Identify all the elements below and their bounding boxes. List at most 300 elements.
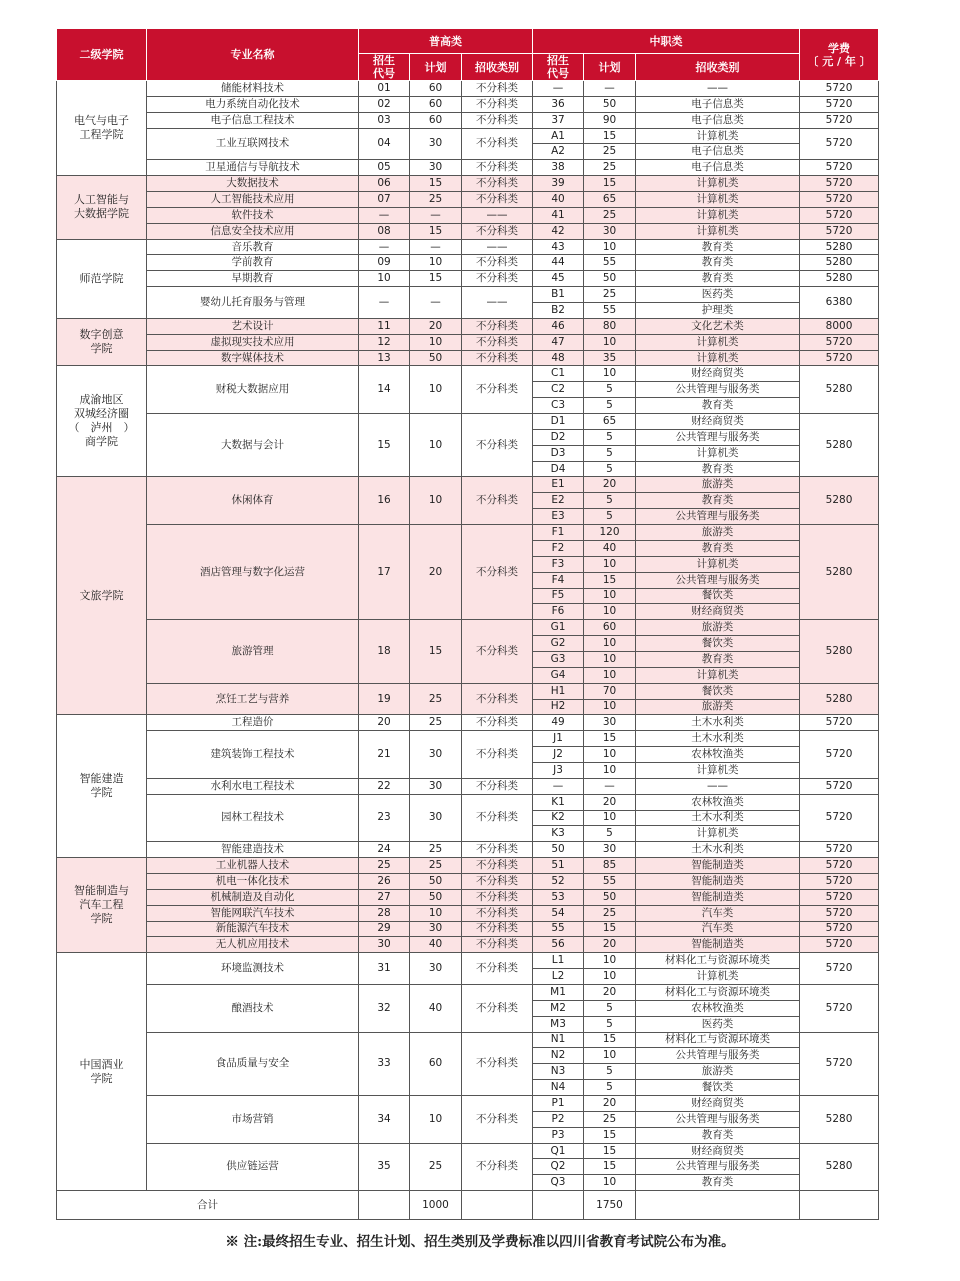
zhongzhi-category: 材料化工与资源环境类 [636, 984, 800, 1000]
zhongzhi-plan: 10 [584, 1175, 636, 1191]
zhongzhi-category: 计算机类 [636, 556, 800, 572]
major-name: 大数据技术 [147, 176, 359, 192]
major-name: 软件技术 [147, 207, 359, 223]
zhongzhi-plan: 10 [584, 953, 636, 969]
total-z-plan: 1750 [584, 1191, 636, 1220]
college-name-line: 师范学院 [79, 271, 124, 285]
zhongzhi-plan: 25 [584, 160, 636, 176]
zhongzhi-category: 计算机类 [636, 969, 800, 985]
header-z-code [533, 54, 584, 81]
gaozhong-code: 04 [359, 128, 410, 160]
table-row [57, 937, 879, 953]
gaozhong-code: 21 [359, 731, 410, 779]
table-row [57, 96, 879, 112]
table-row [57, 334, 879, 350]
tuition-fee: 5720 [800, 858, 879, 874]
zhongzhi-category: 医药类 [636, 1016, 800, 1032]
gaozhong-plan: 10 [410, 366, 462, 414]
zhongzhi-category: 计算机类 [636, 176, 800, 192]
tuition-fee: 5720 [800, 984, 879, 1032]
zhongzhi-code: N2 [533, 1048, 584, 1064]
zhongzhi-plan: 5 [584, 1000, 636, 1016]
gaozhong-code: 30 [359, 937, 410, 953]
zhongzhi-code: 49 [533, 715, 584, 731]
total-row [57, 1191, 879, 1220]
table-row [57, 112, 879, 128]
zhongzhi-code: P2 [533, 1111, 584, 1127]
zhongzhi-code: G4 [533, 667, 584, 683]
zhongzhi-category: 计算机类 [636, 667, 800, 683]
gaozhong-category: 不分科类 [462, 192, 533, 208]
gaozhong-code: 01 [359, 81, 410, 97]
table-row [57, 350, 879, 366]
college-name-line: 文旅学院 [79, 588, 124, 602]
zhongzhi-code: A2 [533, 144, 584, 160]
zhongzhi-code: 47 [533, 334, 584, 350]
gaozhong-code: 35 [359, 1143, 410, 1191]
zhongzhi-category: 餐饮类 [636, 588, 800, 604]
table-row [57, 239, 879, 255]
gaozhong-code: 29 [359, 921, 410, 937]
table-row [57, 366, 879, 382]
gaozhong-code: 10 [359, 271, 410, 287]
zhongzhi-plan: 120 [584, 525, 636, 541]
gaozhong-code: 14 [359, 366, 410, 414]
zhongzhi-code: M1 [533, 984, 584, 1000]
gaozhong-category: 不分科类 [462, 96, 533, 112]
table-row [57, 731, 879, 747]
gaozhong-category: 不分科类 [462, 176, 533, 192]
zhongzhi-code: C1 [533, 366, 584, 382]
zhongzhi-category: 计算机类 [636, 223, 800, 239]
gaozhong-category: 不分科类 [462, 905, 533, 921]
zhongzhi-plan: 55 [584, 303, 636, 319]
tuition-fee: 5280 [800, 525, 879, 620]
table-row [57, 1032, 879, 1048]
zhongzhi-code: 41 [533, 207, 584, 223]
gaozhong-plan: 30 [410, 128, 462, 160]
zhongzhi-code: 52 [533, 873, 584, 889]
gaozhong-plan: 25 [410, 842, 462, 858]
gaozhong-code: 07 [359, 192, 410, 208]
tuition-fee: 5720 [800, 176, 879, 192]
zhongzhi-code: F3 [533, 556, 584, 572]
gaozhong-plan: 30 [410, 921, 462, 937]
zhongzhi-category: 旅游类 [636, 620, 800, 636]
zhongzhi-category: 公共管理与服务类 [636, 1111, 800, 1127]
college-name-line: 学院 [90, 786, 113, 800]
zhongzhi-plan: 10 [584, 667, 636, 683]
zhongzhi-category: 财经商贸类 [636, 1143, 800, 1159]
zhongzhi-code: 50 [533, 842, 584, 858]
tuition-fee: 8000 [800, 318, 879, 334]
zhongzhi-plan: 10 [584, 651, 636, 667]
zhongzhi-category: 计算机类 [636, 350, 800, 366]
zhongzhi-code: 48 [533, 350, 584, 366]
zhongzhi-plan: 10 [584, 636, 636, 652]
gaozhong-plan: 50 [410, 350, 462, 366]
zhongzhi-plan: 10 [584, 810, 636, 826]
zhongzhi-plan: 5 [584, 1080, 636, 1096]
gaozhong-code: — [359, 287, 410, 319]
major-name: 财税大数据应用 [147, 366, 359, 414]
zhongzhi-plan: 10 [584, 762, 636, 778]
gaozhong-plan: 15 [410, 620, 462, 683]
zhongzhi-category: 公共管理与服务类 [636, 429, 800, 445]
zhongzhi-code: G3 [533, 651, 584, 667]
zhongzhi-code: 42 [533, 223, 584, 239]
zhongzhi-category: 财经商贸类 [636, 414, 800, 430]
table-row [57, 1143, 879, 1159]
table-row [57, 984, 879, 1000]
zhongzhi-code: L2 [533, 969, 584, 985]
tuition-fee: 5720 [800, 778, 879, 794]
zhongzhi-code: 51 [533, 858, 584, 874]
zhongzhi-category: 医药类 [636, 287, 800, 303]
zhongzhi-category: 农林牧渔类 [636, 794, 800, 810]
zhongzhi-code: 36 [533, 96, 584, 112]
major-name: 酒店管理与数字化运营 [147, 525, 359, 620]
zhongzhi-code: Q1 [533, 1143, 584, 1159]
zhongzhi-category: 餐饮类 [636, 1080, 800, 1096]
tuition-fee: 5720 [800, 921, 879, 937]
tuition-fee: 5720 [800, 873, 879, 889]
header-fee-line1: 学费 [828, 41, 851, 55]
gaozhong-plan: 30 [410, 794, 462, 842]
header-gaozhong: 普高类 [359, 29, 533, 54]
zhongzhi-plan: 10 [584, 334, 636, 350]
tuition-fee: 5720 [800, 953, 879, 985]
zhongzhi-plan: 10 [584, 366, 636, 382]
zhongzhi-plan: 20 [584, 937, 636, 953]
gaozhong-code: 08 [359, 223, 410, 239]
zhongzhi-category: 财经商贸类 [636, 1096, 800, 1112]
gaozhong-category: 不分科类 [462, 271, 533, 287]
zhongzhi-category: 智能制造类 [636, 873, 800, 889]
gaozhong-category: 不分科类 [462, 873, 533, 889]
zhongzhi-plan: 15 [584, 1159, 636, 1175]
total-empty-cell [462, 1191, 533, 1220]
gaozhong-plan: — [410, 239, 462, 255]
zhongzhi-code: F4 [533, 572, 584, 588]
zhongzhi-code: 43 [533, 239, 584, 255]
gaozhong-category: 不分科类 [462, 81, 533, 97]
zhongzhi-plan: 50 [584, 96, 636, 112]
major-name: 艺术设计 [147, 318, 359, 334]
zhongzhi-plan: 15 [584, 128, 636, 144]
header-fee-line2: 〔 元 / 年 〕 [807, 54, 871, 68]
zhongzhi-category: 公共管理与服务类 [636, 1159, 800, 1175]
gaozhong-plan: 50 [410, 889, 462, 905]
zhongzhi-plan: 20 [584, 984, 636, 1000]
gaozhong-plan: 25 [410, 192, 462, 208]
major-name: 学前教育 [147, 255, 359, 271]
gaozhong-category: 不分科类 [462, 1032, 533, 1095]
header-z-code-line2: 代号 [547, 67, 570, 80]
zhongzhi-plan: 5 [584, 509, 636, 525]
zhongzhi-code: E1 [533, 477, 584, 493]
major-name: 工业机器人技术 [147, 858, 359, 874]
gaozhong-category: 不分科类 [462, 223, 533, 239]
major-name: 建筑装饰工程技术 [147, 731, 359, 779]
college-name [57, 477, 147, 715]
gaozhong-category: 不分科类 [462, 477, 533, 525]
zhongzhi-plan: 10 [584, 1048, 636, 1064]
gaozhong-code: 13 [359, 350, 410, 366]
gaozhong-category: 不分科类 [462, 778, 533, 794]
table-row [57, 318, 879, 334]
tuition-fee: 5720 [800, 794, 879, 842]
tuition-fee: 5720 [800, 1032, 879, 1095]
zhongzhi-plan: 15 [584, 1127, 636, 1143]
zhongzhi-category: 计算机类 [636, 192, 800, 208]
zhongzhi-plan: 25 [584, 287, 636, 303]
zhongzhi-plan: 15 [584, 1143, 636, 1159]
tuition-fee: 5280 [800, 620, 879, 683]
tuition-fee: 5720 [800, 96, 879, 112]
tuition-fee: 5720 [800, 937, 879, 953]
major-name: 工业互联网技术 [147, 128, 359, 160]
gaozhong-code: 18 [359, 620, 410, 683]
zhongzhi-code: 46 [533, 318, 584, 334]
zhongzhi-code: N3 [533, 1064, 584, 1080]
zhongzhi-plan: 30 [584, 223, 636, 239]
zhongzhi-plan: 65 [584, 192, 636, 208]
zhongzhi-code: L1 [533, 953, 584, 969]
major-name: 信息安全技术应用 [147, 223, 359, 239]
zhongzhi-category: 教育类 [636, 239, 800, 255]
gaozhong-code: 25 [359, 858, 410, 874]
tuition-fee: 5280 [800, 683, 879, 715]
major-name: 大数据与会计 [147, 414, 359, 477]
zhongzhi-plan: 55 [584, 873, 636, 889]
header-z-code-line1: 招生 [547, 54, 570, 67]
major-name: 电力系统自动化技术 [147, 96, 359, 112]
zhongzhi-code: H2 [533, 699, 584, 715]
zhongzhi-code: 53 [533, 889, 584, 905]
tuition-fee: 6380 [800, 287, 879, 319]
zhongzhi-category: 计算机类 [636, 207, 800, 223]
table-row [57, 858, 879, 874]
gaozhong-category: 不分科类 [462, 715, 533, 731]
table-header [57, 29, 879, 81]
tuition-fee: 5280 [800, 239, 879, 255]
zhongzhi-code: F6 [533, 604, 584, 620]
college-name [57, 239, 147, 318]
gaozhong-code: — [359, 239, 410, 255]
gaozhong-plan: — [410, 207, 462, 223]
college-name [57, 953, 147, 1191]
zhongzhi-plan: — [584, 778, 636, 794]
zhongzhi-category: 教育类 [636, 493, 800, 509]
zhongzhi-category: 电子信息类 [636, 96, 800, 112]
zhongzhi-category: 土木水利类 [636, 842, 800, 858]
college-name-line: 大数据学院 [74, 207, 129, 221]
major-name: 烹饪工艺与营养 [147, 683, 359, 715]
zhongzhi-plan: 85 [584, 858, 636, 874]
gaozhong-category: 不分科类 [462, 953, 533, 985]
zhongzhi-code: 45 [533, 271, 584, 287]
major-name: 供应链运营 [147, 1143, 359, 1191]
zhongzhi-code: B2 [533, 303, 584, 319]
major-name: 环境监测技术 [147, 953, 359, 985]
table-row [57, 255, 879, 271]
gaozhong-plan: 25 [410, 1143, 462, 1191]
table-row [57, 223, 879, 239]
major-name: 数字媒体技术 [147, 350, 359, 366]
zhongzhi-code: F1 [533, 525, 584, 541]
gaozhong-plan: 40 [410, 984, 462, 1032]
major-name: 智能网联汽车技术 [147, 905, 359, 921]
zhongzhi-category: 农林牧渔类 [636, 747, 800, 763]
gaozhong-plan: 30 [410, 731, 462, 779]
zhongzhi-code: Q2 [533, 1159, 584, 1175]
table-row [57, 128, 879, 144]
major-name: 食品质量与安全 [147, 1032, 359, 1095]
zhongzhi-code: F5 [533, 588, 584, 604]
gaozhong-plan: 30 [410, 778, 462, 794]
major-name: 新能源汽车技术 [147, 921, 359, 937]
table-row [57, 778, 879, 794]
zhongzhi-plan: 15 [584, 572, 636, 588]
college-name [57, 366, 147, 477]
major-name: 人工智能技术应用 [147, 192, 359, 208]
gaozhong-code: 23 [359, 794, 410, 842]
gaozhong-plan: 10 [410, 414, 462, 477]
zhongzhi-code: J2 [533, 747, 584, 763]
total-empty-cell [636, 1191, 800, 1220]
major-name: 酿酒技术 [147, 984, 359, 1032]
major-name: 园林工程技术 [147, 794, 359, 842]
zhongzhi-code: Q3 [533, 1175, 584, 1191]
gaozhong-category: 不分科类 [462, 794, 533, 842]
gaozhong-code: 32 [359, 984, 410, 1032]
zhongzhi-code: C3 [533, 398, 584, 414]
tuition-fee: 5720 [800, 842, 879, 858]
zhongzhi-plan: 15 [584, 176, 636, 192]
gaozhong-plan: 20 [410, 318, 462, 334]
gaozhong-category: 不分科类 [462, 889, 533, 905]
major-name: 水利水电工程技术 [147, 778, 359, 794]
zhongzhi-plan: 5 [584, 429, 636, 445]
zhongzhi-category: 教育类 [636, 540, 800, 556]
zhongzhi-category: 智能制造类 [636, 889, 800, 905]
total-empty-cell [800, 1191, 879, 1220]
zhongzhi-plan: — [584, 81, 636, 97]
gaozhong-category: 不分科类 [462, 984, 533, 1032]
tuition-fee: 5280 [800, 271, 879, 287]
zhongzhi-plan: 70 [584, 683, 636, 699]
college-name-line: 商学院 [85, 435, 118, 449]
zhongzhi-code: G1 [533, 620, 584, 636]
header-g-code-line2: 代号 [373, 67, 395, 80]
college-name-line: 成渝地区 [79, 393, 124, 407]
table-row [57, 160, 879, 176]
gaozhong-plan: 10 [410, 477, 462, 525]
zhongzhi-code: P3 [533, 1127, 584, 1143]
zhongzhi-code: A1 [533, 128, 584, 144]
zhongzhi-plan: 5 [584, 493, 636, 509]
tuition-fee: 5720 [800, 905, 879, 921]
gaozhong-category: —— [462, 239, 533, 255]
tuition-fee: 5720 [800, 715, 879, 731]
college-name [57, 715, 147, 858]
table-row [57, 683, 879, 699]
zhongzhi-plan: 25 [584, 905, 636, 921]
gaozhong-plan: 10 [410, 255, 462, 271]
zhongzhi-plan: 90 [584, 112, 636, 128]
zhongzhi-code: 44 [533, 255, 584, 271]
footnote: ※ 注:最终招生专业、招生计划、招生类别及学费标准以四川省教育考试院公布为准。 [225, 1234, 735, 1250]
gaozhong-category: 不分科类 [462, 525, 533, 620]
zhongzhi-plan: 30 [584, 842, 636, 858]
header-zhongzhi: 中职类 [533, 29, 800, 54]
zhongzhi-category: 教育类 [636, 398, 800, 414]
zhongzhi-plan: 35 [584, 350, 636, 366]
gaozhong-code: 05 [359, 160, 410, 176]
gaozhong-category: 不分科类 [462, 1096, 533, 1144]
gaozhong-plan: 60 [410, 81, 462, 97]
college-name-line: 汽车工程 [79, 898, 124, 912]
gaozhong-category: 不分科类 [462, 334, 533, 350]
zhongzhi-plan: 20 [584, 794, 636, 810]
zhongzhi-category: 汽车类 [636, 921, 800, 937]
gaozhong-category: 不分科类 [462, 858, 533, 874]
zhongzhi-code: F2 [533, 540, 584, 556]
zhongzhi-category: 财经商贸类 [636, 366, 800, 382]
gaozhong-category: 不分科类 [462, 620, 533, 683]
header-g-code-line1: 招生 [373, 54, 395, 67]
college-name-line: 人工智能与 [74, 193, 129, 207]
college-name-line: （ 泸州 ） [68, 421, 135, 435]
gaozhong-code: 31 [359, 953, 410, 985]
zhongzhi-plan: 10 [584, 556, 636, 572]
table-row [57, 81, 879, 97]
tuition-fee: 5280 [800, 366, 879, 414]
major-name: 市场营销 [147, 1096, 359, 1144]
major-name: 电子信息工程技术 [147, 112, 359, 128]
gaozhong-plan: 20 [410, 525, 462, 620]
gaozhong-plan: 15 [410, 176, 462, 192]
table-row [57, 477, 879, 493]
gaozhong-plan: 50 [410, 873, 462, 889]
table-row [57, 842, 879, 858]
zhongzhi-code: D4 [533, 461, 584, 477]
header-college: 二级学院 [57, 29, 147, 81]
gaozhong-plan: 15 [410, 223, 462, 239]
major-name: 早期教育 [147, 271, 359, 287]
header-g-category: 招收类别 [462, 54, 533, 81]
tuition-fee: 5720 [800, 350, 879, 366]
table-row [57, 414, 879, 430]
zhongzhi-category: 餐饮类 [636, 683, 800, 699]
college-name-line: 工程学院 [79, 128, 124, 142]
table-row [57, 525, 879, 541]
zhongzhi-category: 公共管理与服务类 [636, 1048, 800, 1064]
gaozhong-category: 不分科类 [462, 414, 533, 477]
zhongzhi-category: 计算机类 [636, 128, 800, 144]
zhongzhi-plan: 15 [584, 1032, 636, 1048]
major-name: 机电一体化技术 [147, 873, 359, 889]
gaozhong-category: 不分科类 [462, 255, 533, 271]
zhongzhi-code: 55 [533, 921, 584, 937]
zhongzhi-plan: 50 [584, 271, 636, 287]
gaozhong-code: 22 [359, 778, 410, 794]
zhongzhi-code: P1 [533, 1096, 584, 1112]
zhongzhi-code: K2 [533, 810, 584, 826]
gaozhong-plan: 60 [410, 96, 462, 112]
zhongzhi-category: 计算机类 [636, 826, 800, 842]
